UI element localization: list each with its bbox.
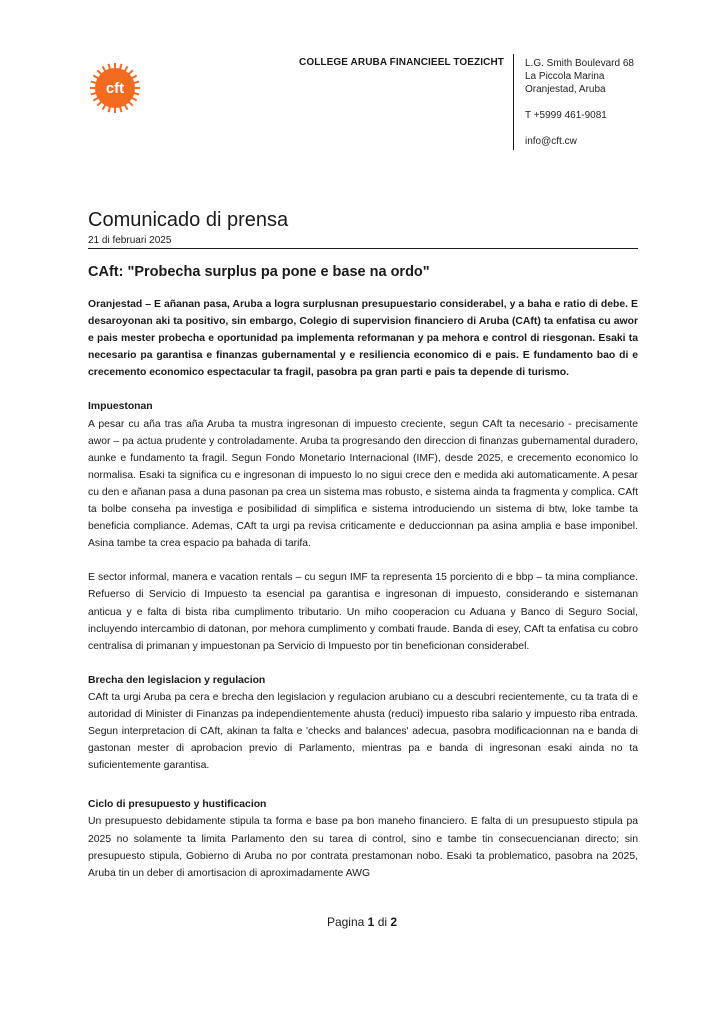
- page-total: 2: [390, 915, 398, 929]
- logo-ray: [93, 98, 98, 101]
- page-current: 1: [367, 915, 375, 929]
- section-heading-impuestonan: Impuestonan: [88, 401, 153, 413]
- address-line-3: Oranjestad, Aruba: [525, 84, 606, 95]
- section-heading-brecha: Brecha den legislacion y regulacion: [88, 674, 266, 686]
- org-name: COLLEGE ARUBA FINANCIEEL TOEZICHT: [299, 57, 504, 68]
- cft-logo: [89, 62, 141, 114]
- logo-ray: [103, 104, 106, 109]
- logo-ray: [125, 66, 128, 71]
- logo-ray: [131, 76, 136, 79]
- logo-ray: [125, 104, 128, 109]
- logo-ray: [133, 82, 139, 84]
- headline: CAft: "Probecha surplus pa pone e base na ordo": [88, 264, 430, 280]
- logo-ray: [93, 76, 98, 79]
- page-word: Pagina: [326, 915, 365, 929]
- logo-ray: [97, 70, 101, 74]
- logo-ray: [103, 66, 106, 71]
- logo-ray: [97, 101, 101, 105]
- title-rule: [88, 248, 638, 249]
- address-line-2: La Piccola Marina: [525, 71, 605, 82]
- paragraph: CAft ta urgi Aruba pa cera e brecha den legislacion y regulacion arubiano cu a descubri recientemente, cu ta trata di e autoridad di Minister di Finanzas pa independientemente ahusta (reduci) impuesto riba salario y impuesto riba entrada. Segun interpretacion di CAft, akinan ta falta e 'checks and balances' adecua, pasobra modificacionnan na e banda di gastonan mester di aprobacion previo di Parlamento, mientras pa e banda di ingresonan esaki ainda no ta suficientemente garantisa.: [88, 691, 638, 772]
- logo-ray: [128, 70, 132, 74]
- logo-ray: [91, 93, 97, 95]
- logo-text: cft: [105, 80, 125, 97]
- logo-ray: [128, 101, 132, 105]
- logo-ray: [131, 98, 136, 101]
- section-heading-ciclo: Ciclo di presupuesto y hustificacion: [88, 799, 267, 811]
- body-content: [88, 296, 638, 882]
- contact-block: [525, 57, 705, 148]
- header-divider: [513, 54, 514, 150]
- document-date: 21 di februari 2025: [88, 235, 172, 246]
- paragraph: Un presupuesto debidamente stipula ta forma e base pa bon maneho financiero. E falta di un presupuesto stipula pa 2025 no solamente ta limita Parlamento den su tarea di control, sino e tambe tin consecuencianan directo; sin presupuesto stipula, Gobierno di Aruba no por contrata prestamonan nobo. Esaki ta problematico, pasobra na 2025, Aruba tin un deber di amortisacion di aproximadamente AWG: [88, 816, 638, 879]
- logo-ray: [109, 64, 111, 70]
- email-address: info@cft.cw: [525, 136, 577, 147]
- document-title: Comunicado di prensa: [88, 209, 289, 231]
- intro-paragraph: Oranjestad – E añanan pasa, Aruba a logra surplusnan presupuestario considerabel, y a baha e ratio di debe. E desaroyonan aki ta positivo, sin embargo, Colegio di supervision financiero di Aruba (CAft) ta enfatisa cu awor e pais mester probecha e oportunidad pa implementa reformanan y pa mehora e control di riesgonan. Esaki ta necesario pa garantisa e finanzas gubernamental y e resiliencia economico di e pais. E fundamento bao di e crecemento economico espectacular ta fragil, pasobra pa gran parti e pais ta depende di turismo.: [88, 299, 638, 379]
- phone-number: T +5999 461-9081: [525, 110, 607, 121]
- page-of: di: [377, 915, 388, 929]
- address-line-1: L.G. Smith Boulevard 68: [525, 58, 634, 69]
- page-footer: [0, 915, 724, 929]
- logo-ray: [120, 106, 122, 112]
- paragraph: A pesar cu aña tras aña Aruba ta mustra ingresonan di impuesto creciente, segun CAft ta necesario - precisamente awor – pa actua prudente y controladamente. Aruba ta progresando den direccion di finanzas gubernamental duradero, aunke e fundamento ta fragil. Segun Fondo Monetario Internacional (IMF), desde 2025, e crecemento economico lo normalisa. Esaki ta significa cu e ingresonan di impuesto lo no sigui crece den e medida aki automaticamente. A pesar cu den e añanan pasa a duna pasonan pa crea un sistema mas robusto, e sistema ainda ta fragmenta y complica. CAft ta bolbe conseha pa investiga e posibilidad di simplifica e sistema introduciendo un sistema di btw, loke tambe ta beneficia compliance. Ademas, CAft ta urgi pa revisa criticamente e deduccionnan pa asina amplia e base imponibel. Asina tambe ta crea espacio pa bahada di tarifa.: [88, 418, 638, 550]
- logo-ray: [133, 93, 139, 95]
- logo-ray: [109, 106, 111, 112]
- logo-ray: [120, 64, 122, 70]
- logo-ray: [91, 82, 97, 84]
- paragraph: E sector informal, manera e vacation rentals – cu segun IMF ta representa 15 porciento di e bbp – ta mina compliance. Refuerso di Servicio di Impuesto ta esencial pa garantisa e ingresonan di impuesto, considerando e sistemanan anticua y e falta di bista riba cumplimento tributario. Un miho cooperacion cu Aduana y Banco di Seguro Social, incluyendo intercambio di datonan, por mehora cumplimento y combati fraude. Banda di esey, CAft ta enfatisa cu cobro centralisa di primanan y impuestonan pa Servicio di Impuesto por tin beneficionan considerabel.: [88, 572, 638, 652]
